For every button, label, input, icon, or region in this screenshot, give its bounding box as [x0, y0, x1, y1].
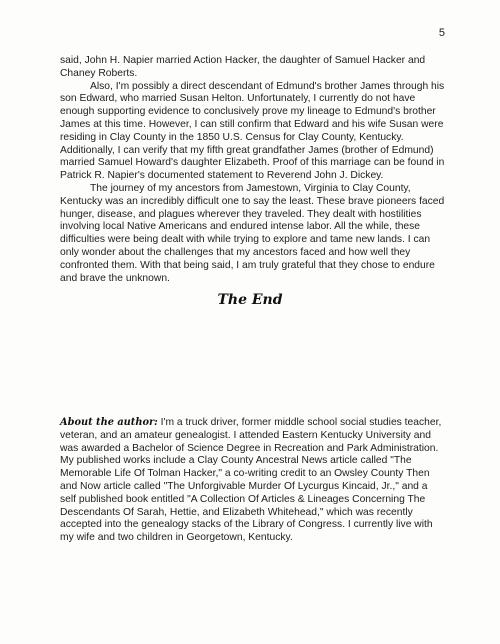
body-text	[60, 55, 445, 285]
about-author-section	[60, 417, 445, 545]
about-label: About the author:	[60, 417, 158, 428]
the-end-heading: The End	[217, 292, 283, 308]
about-paragraph	[60, 417, 445, 545]
paragraph-3: The journey of my ancestors from Jamestown, Virginia to Clay County, Kentucky was an incredibly difficult one to say the least. These brave pioneers faced hunger, disease, and plagues wherever they traveled. They dealt with hostilities involving local Native Americans and endured intense labor. All the while, these difficulties were being dealt with while trying to explore and tame new lands. I can only wonder about the challenges that my ancestors faced and how well they confronted them. With that being said, I am truly grateful that they chose to endure and brave the unknown.	[60, 182, 445, 284]
about-text: I'm a truck driver, former middle school social studies teacher, veteran, and an amateur genealogist. I attended Eastern Kentucky University and was awarded a Bachelor of Science Degree in Recreation and Park Administration. My published works include a Clay County Ancestral News article called "The Memorable Life Of Tolman Hacker," a co-writing credit to an Owsley County Then and Now article called "The Unforgivable Murder Of Lycurgus Kincaid, Jr.," and a self published book entitled "A Collection Of Articles & Lineages Concerning The Descendants Of Sarah, Hettie, and Elizabeth Whitehead," which was recently accepted into the genealogy stacks of the Library of Congress. I currently live with my wife and two children in Georgetown, Kentucky.	[60, 417, 442, 544]
paragraph-1: said, John H. Napier married Action Hacker, the daughter of Samuel Hacker and Chaney Roberts.	[60, 55, 426, 79]
paragraph-2: Also, I'm possibly a direct descendant of Edmund's brother James through his son Edward, who married Susan Helton. Unfortunately, I currently do not have enough supporting evidence to conclusively prove my lineage to Edmund's brother James at this time. However, I can still confirm that Edward and his wife Susan were residing in Clay County in the 1850 U.S. Census for Clay County, Kentucky. Additionally, I can verify that my fifth great grandfather James (brother of Edmund) married Samuel Howard's daughter Elizabeth. Proof of this marriage can be found in Patrick R. Napier's documented statement to Reverend John J. Dickey.	[60, 80, 445, 182]
page-number: 5	[438, 27, 445, 39]
